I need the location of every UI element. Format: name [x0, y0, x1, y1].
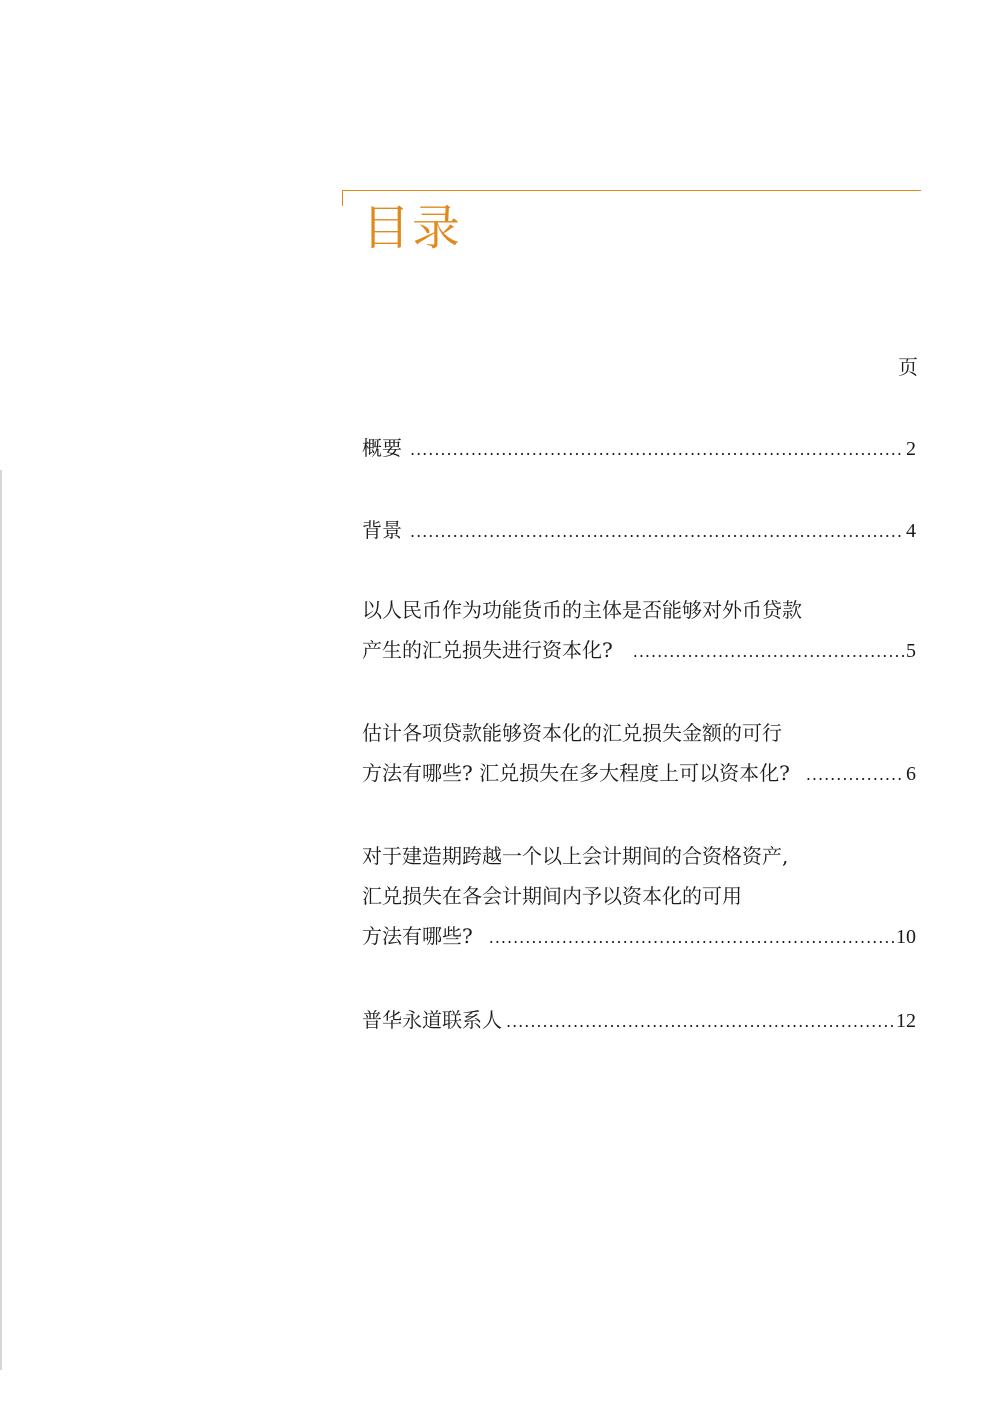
toc-line	[362, 517, 916, 543]
toc-line	[362, 435, 916, 461]
toc-page-number: 4	[906, 520, 916, 542]
toc-entry-estimation-methods[interactable]	[362, 720, 916, 786]
dot-leader	[410, 437, 904, 463]
toc-line	[362, 760, 916, 786]
toc-page-number: 12	[896, 1010, 916, 1032]
toc-line	[362, 597, 916, 623]
dot-leader	[410, 519, 904, 545]
toc-entry-title: 对于建造期跨越一个以上会计期间的合资格资产,	[362, 844, 789, 868]
toc-entry-contacts[interactable]	[362, 1007, 916, 1033]
header-rule	[342, 190, 921, 191]
toc-entry-title: 方法有哪些? 汇兑损失在多大程度上可以资本化?	[362, 761, 790, 785]
page-title: 目录	[362, 200, 463, 256]
toc-entry-overview[interactable]	[362, 435, 916, 461]
toc-line	[362, 720, 916, 746]
dot-leader	[506, 1009, 894, 1035]
toc-entry-title: 普华永道联系人	[362, 1008, 502, 1032]
header-rule-tick	[342, 190, 343, 206]
toc-page-number: 5	[906, 640, 916, 662]
toc-line	[362, 843, 916, 869]
toc-line	[362, 1007, 916, 1033]
dot-leader	[633, 639, 904, 665]
toc-entry-title: 估计各项贷款能够资本化的汇兑损失金额的可行	[362, 721, 782, 745]
toc-line	[362, 883, 916, 909]
page-column-label: 页	[898, 355, 918, 379]
toc-page-number: 2	[906, 438, 916, 460]
toc-page-number: 6	[906, 763, 916, 785]
toc-entry-title: 产生的汇兑损失进行资本化?	[362, 638, 613, 662]
toc-line	[362, 637, 916, 663]
toc-page-number: 10	[896, 926, 916, 948]
toc-entry-title: 背景	[362, 518, 402, 542]
toc-entry-background[interactable]	[362, 517, 916, 543]
toc-entry-title: 方法有哪些?	[362, 924, 473, 948]
toc-entry-capitalization-question[interactable]	[362, 597, 916, 663]
toc-line	[362, 923, 916, 949]
toc-entry-allocation-methods[interactable]	[362, 843, 916, 949]
toc-entry-title: 以人民币作为功能货币的主体是否能够对外币贷款	[362, 598, 802, 622]
dot-leader	[806, 762, 904, 788]
toc-entry-title: 汇兑损失在各会计期间内予以资本化的可用	[362, 884, 742, 908]
dot-leader	[489, 925, 894, 951]
toc-entry-title: 概要	[362, 436, 402, 460]
page-edge-shadow	[0, 470, 2, 1370]
